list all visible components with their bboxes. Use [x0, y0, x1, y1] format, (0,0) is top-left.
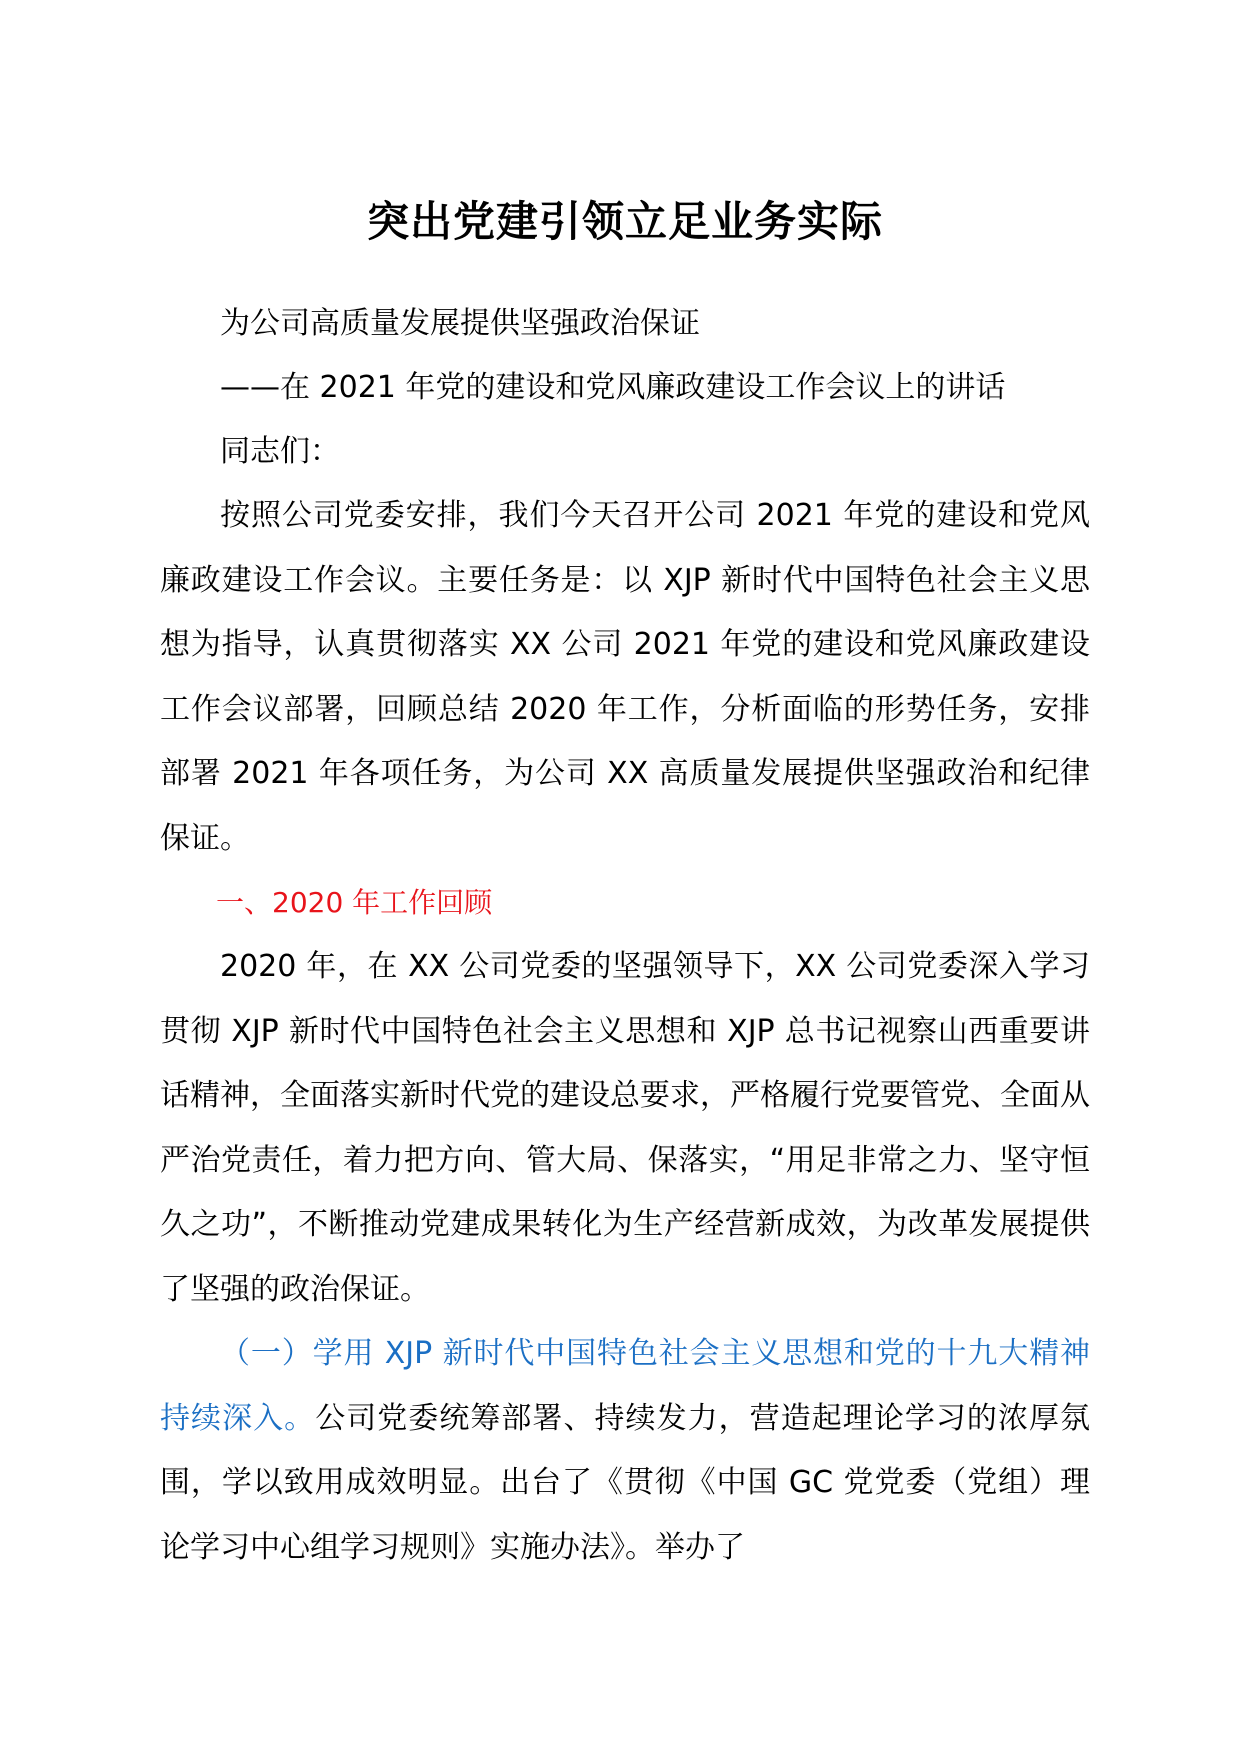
- subsection-text: 公司党委统筹部署、持续发力，营造起理论学习的浓厚氛围，学以致用成效明显。出台了《贯彻《中国 GC 党党委（党组）理论学习中心组学习规则》实施办法》。举办了: [160, 1400, 1091, 1565]
- document-title: 突出党建引领立足业务实际: [366, 197, 883, 246]
- document-subtitle: 为公司高质量发展提供坚强政治保证: [220, 306, 700, 341]
- document-byline: ——在 2021 年党的建设和党风廉政建设工作会议上的讲话: [220, 370, 1006, 405]
- subsection-heading: （一）学用 XJP 新时代中国特色社会主义思想和党的十九大精神持续深入。: [160, 1336, 1090, 1436]
- document-page: [160, 192, 1090, 1580]
- salutation: 同志们：: [220, 434, 340, 469]
- section-heading: 一、2020 年工作回顾: [216, 886, 493, 919]
- intro-paragraph: 按照公司党委安排，我们今天召开公司 2021 年党的建设和党风廉政建设工作会议。主要任务是：以 XJP 新时代中国特色社会主义思想为指导，认真贯彻落实 XX 公司 2021 年党的建设和党风廉政建设工作会议部署，回顾总结 2020 年工作，分析面临的形势任务，安排部署 2021 年各项任务，为公司 XX 高质量发展提供坚强政治和纪律保证。: [160, 498, 1090, 856]
- section-paragraph: 2020 年，在 XX 公司党委的坚强领导下，XX 公司党委深入学习贯彻 XJP 新时代中国特色社会主义思想和 XJP 总书记视察山西重要讲话精神，全面落实新时代党的建设总要求，严格履行党要管党、全面从严治党责任，着力把方向、管大局、保落实，“用足非常之力、坚守恒久之功”，不断推动党建成果转化为生产经营新成效，为改革发展提供了坚强的政治保证。: [160, 949, 1090, 1307]
- subsection-paragraph: [160, 1322, 1090, 1580]
